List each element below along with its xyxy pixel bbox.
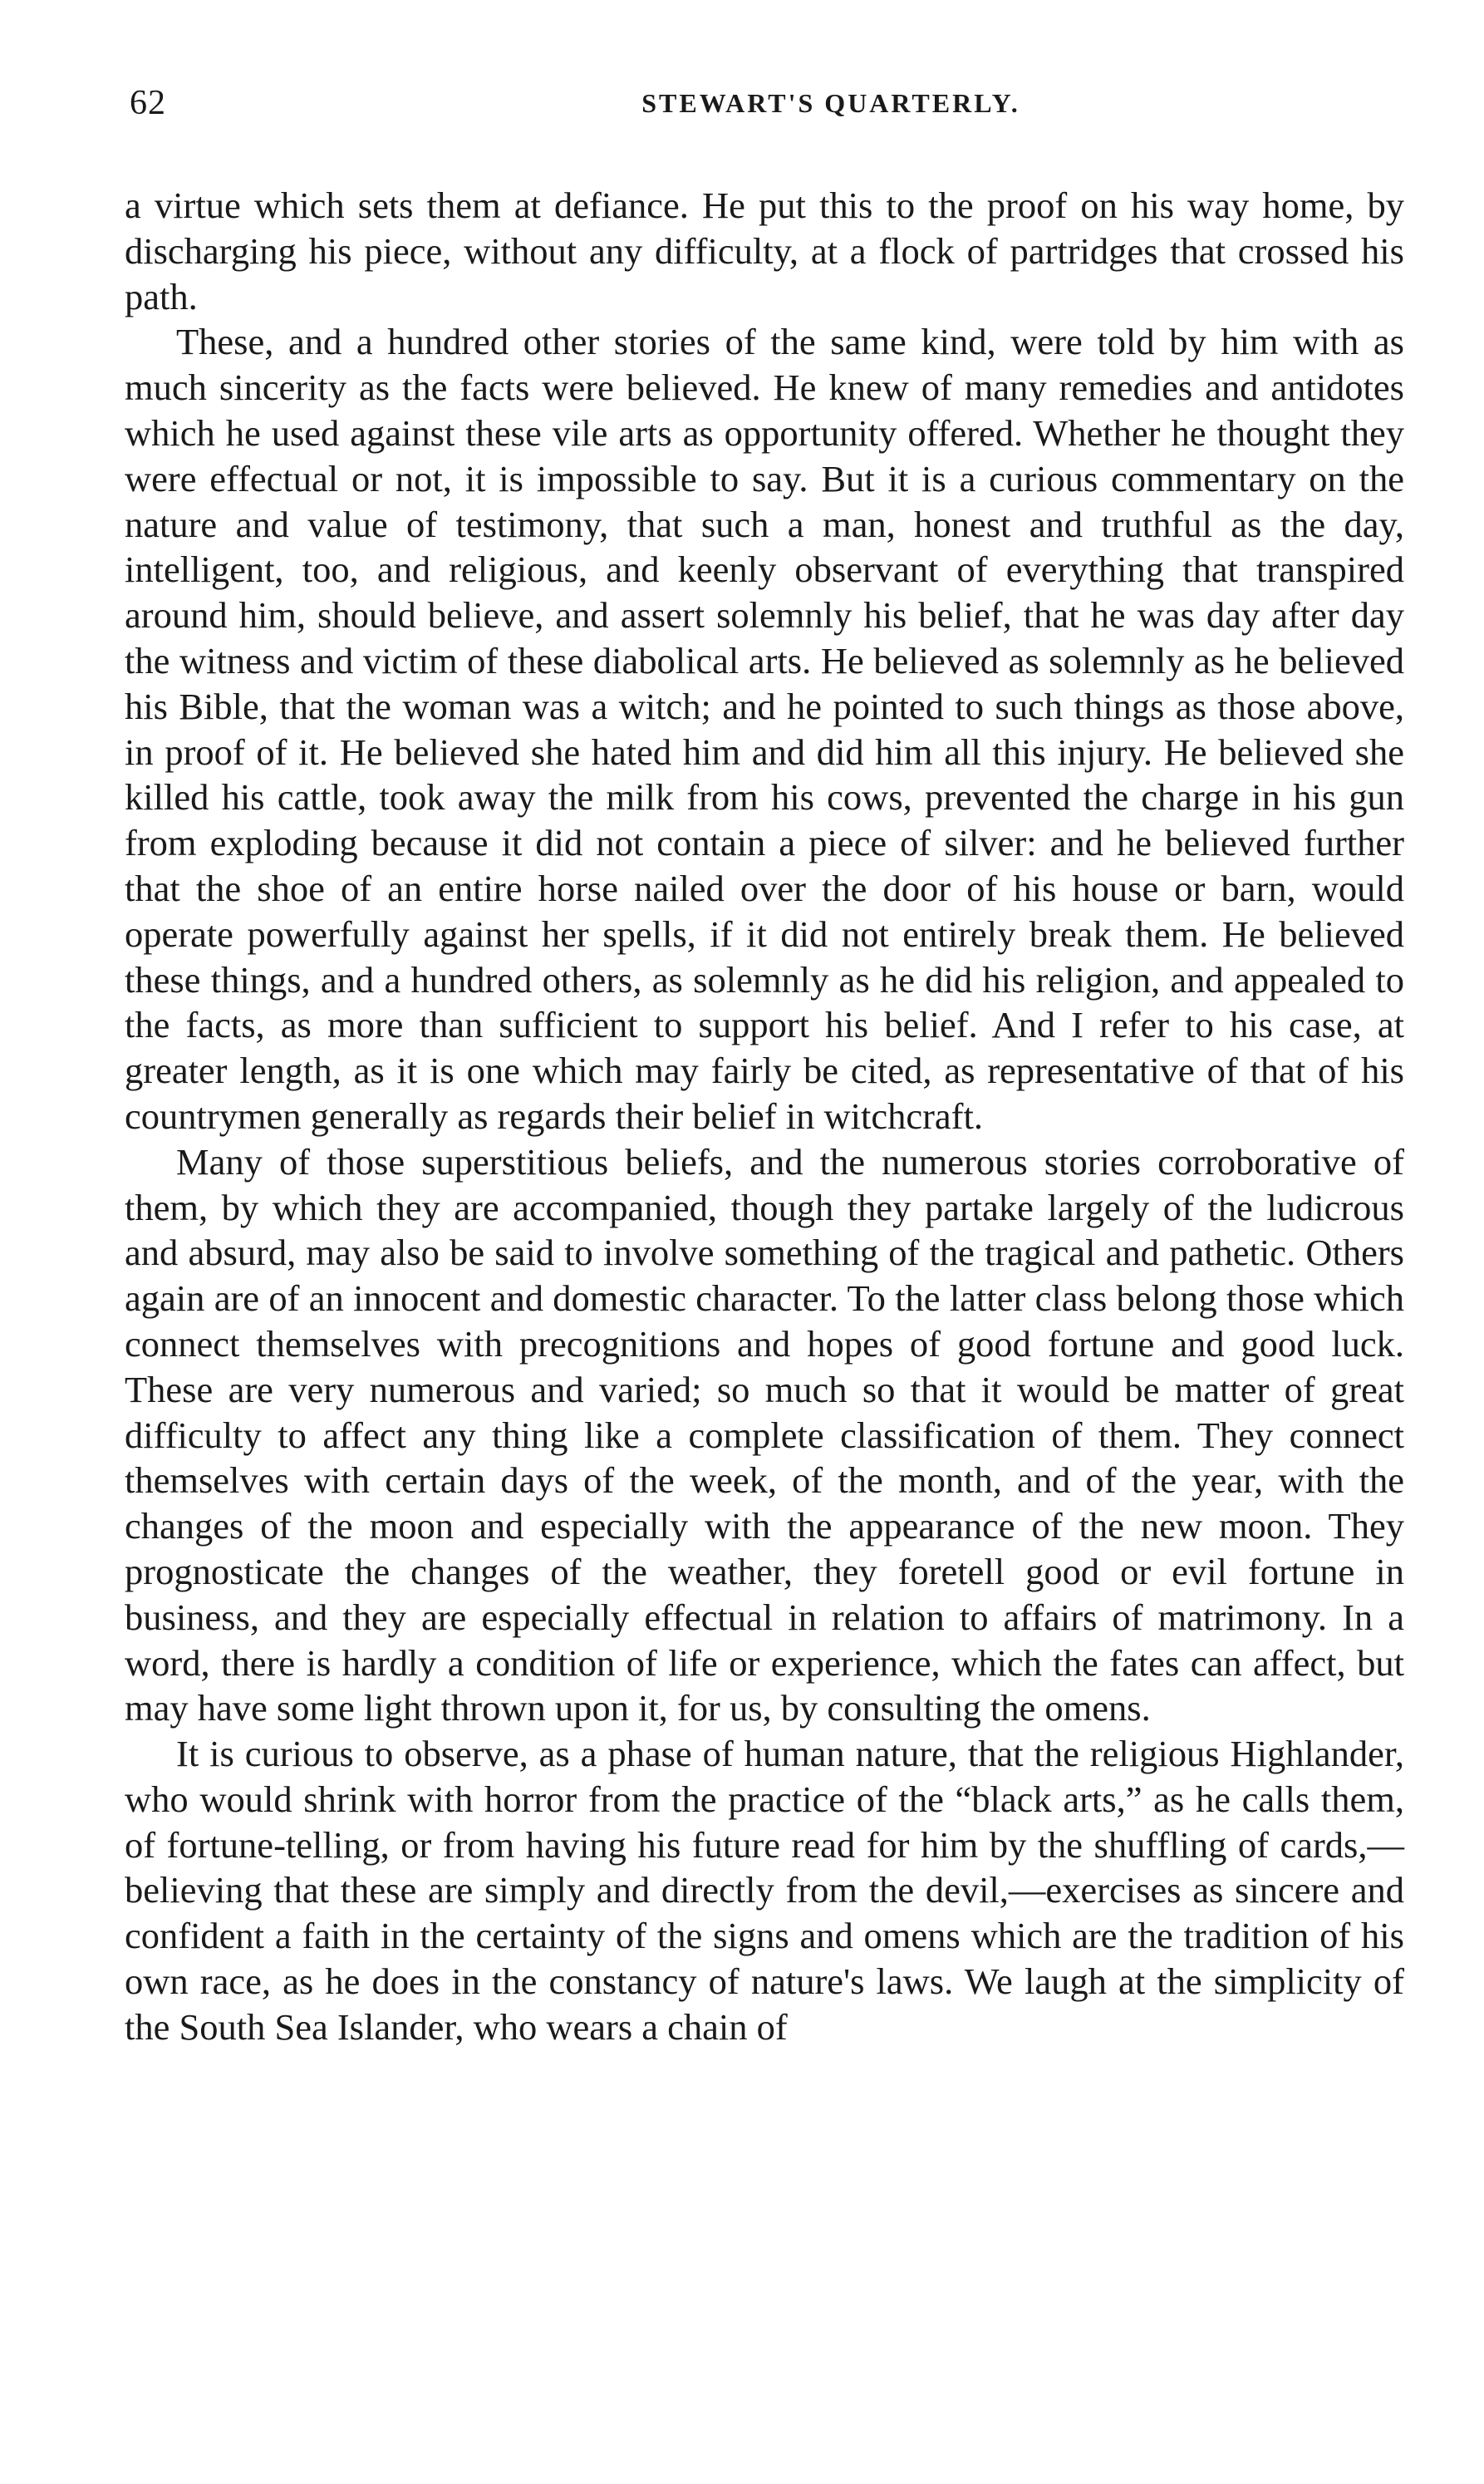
book-page bbox=[125, 83, 1404, 2460]
paragraph-highlander-omens: It is curious to observe, as a phase of human nature, that the religious Highlander, who would shrink with horror from the practice of the “black arts,” as he calls them, of fortune-telling, or from having his future read for him by the shuffling of cards,—believing that these are simply and directly from the devil,—exercises as sincere and confident a faith in the certainty of the signs and omens which are the tradition of his own race, as he does in the constancy of nature's laws. We laugh at the simplicity of the South Sea Islander, who wears a chain of bbox=[125, 1733, 1404, 2048]
article-body bbox=[125, 183, 1404, 2050]
journal-title: STEWART'S QUARTERLY. bbox=[641, 88, 1020, 118]
running-head bbox=[125, 83, 1404, 133]
page-number: 62 bbox=[130, 84, 166, 122]
paragraph-superstitious-beliefs: Many of those superstitious beliefs, and the numerous stories corroborative of them, by which they are accompanied, though they partake largely of the ludicrous and absurd, may also be said to involve something of the tragical and pathetic. Others again are of an innocent and domestic character. To the latter class belong those which connect themselves with precognitions and hopes of good fortune and good luck. These are very numerous and varied; so much so that it would be matter of great difficulty to affect any thing like a complete classification of them. They connect themselves with certain days of the week, of the month, and of the year, with the changes of the moon and especially with the appearance of the new moon. They prognosticate the changes of the weather, they foretell good or evil fortune in business, and they are especially effectual in relation to affairs of matrimony. In a word, there is hardly a condition of life or experience, which the fates can affect, but may have some light thrown upon it, for us, by consulting the omens. bbox=[125, 1140, 1404, 1729]
paragraph-continued: a virtue which sets them at defiance. He put this to the proof on his way home, by discharging his piece, without any difficulty, at a flock of partridges that crossed his path. bbox=[125, 184, 1404, 317]
paragraph-witness-testimony: These, and a hundred other stories of the same kind, were told by him with as much sincerity as the facts were believed. He knew of many remedies and antidotes which he used against these vile arts as opportunity offered. Whether he thought they were effectual or not, it is impossible to say. But it is a curious commentary on the nature and value of testimony, that such a man, honest and truthful as the day, intelligent, too, and religious, and keenly observant of everything that transpired around him, should believe, and assert solemnly his belief, that he was day after day the witness and victim of these diabolical arts. He believed as solemnly as he believed his Bible, that the woman was a witch; and he pointed to such things as those above, in proof of it. He believed she hated him and did him all this injury. He believed she killed his cattle, took away the milk from his cows, prevented the charge in his gun from exploding because it did not contain a piece of silver: and he believed further that the shoe of an entire horse nailed over the door of his house or barn, would operate powerfully against her spells, if it did not entirely break them. He believed these things, and a hundred others, as solemnly as he did his religion, and appealed to the facts, as more than sufficient to support his belief. And I refer to his case, at greater length, as it is one which may fairly be cited, as representative of that of his countrymen generally as regards their belief in witchcraft. bbox=[125, 321, 1404, 1137]
